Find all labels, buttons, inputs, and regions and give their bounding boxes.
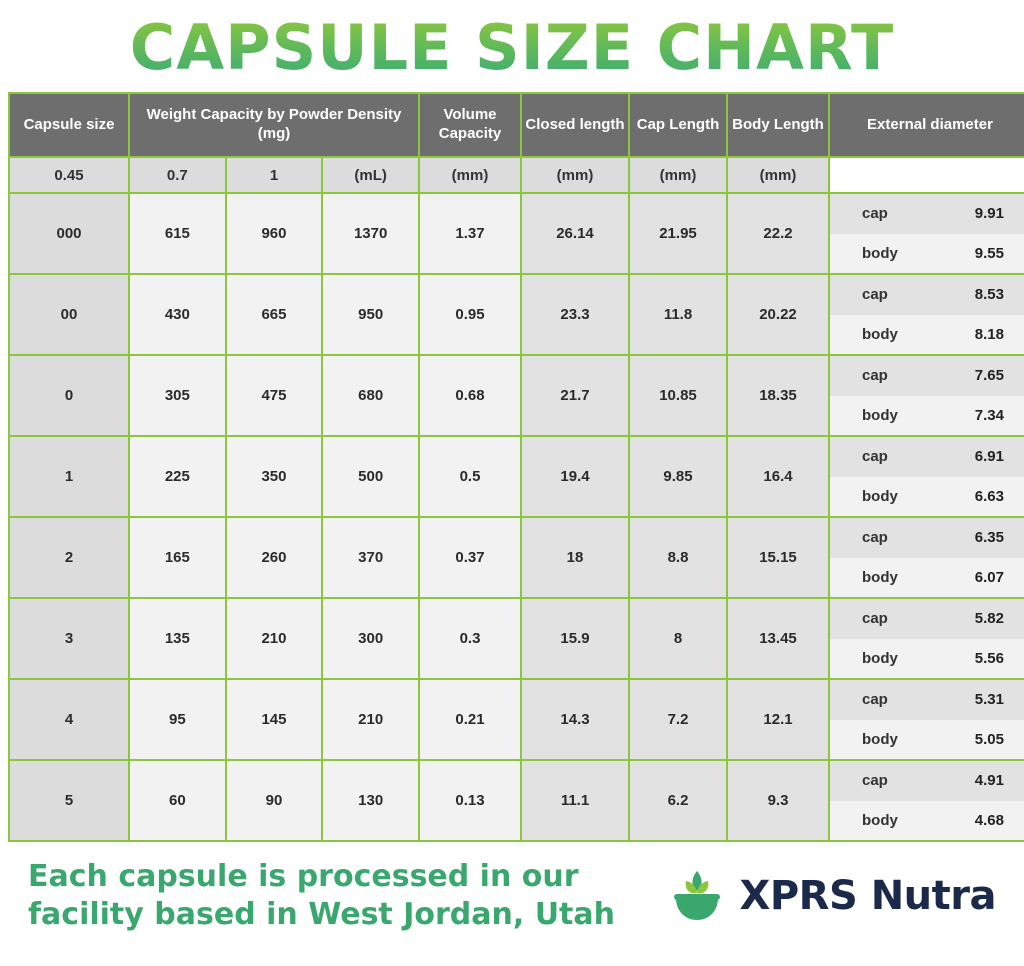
cell-cap-length: 7.2 (629, 679, 727, 760)
header-external-diameter: External diameter (829, 93, 1024, 157)
cell-volume: 0.13 (419, 760, 521, 841)
table-row (9, 436, 1024, 517)
cell-weight-07: 145 (226, 679, 323, 760)
ext-cap-line (830, 356, 1024, 396)
ext-cap-label: cap (862, 286, 888, 304)
unit-external: (mm) (727, 157, 829, 193)
brand-logo (666, 865, 996, 927)
header-volume-capacity: Volume Capacity (419, 93, 521, 157)
table-container (0, 92, 1024, 842)
cell-closed-length: 11.1 (521, 760, 629, 841)
ext-cap-line (830, 518, 1024, 558)
ext-body-value: 4.68 (974, 811, 1004, 829)
table-row (9, 355, 1024, 436)
header-cap-length: Cap Length (629, 93, 727, 157)
ext-body-label: body (862, 406, 898, 424)
cell-weight-07: 475 (226, 355, 323, 436)
cell-cap-length: 9.85 (629, 436, 727, 517)
ext-body-value: 5.56 (974, 649, 1004, 667)
cell-body-length: 22.2 (727, 193, 829, 274)
ext-cap-line (830, 599, 1024, 639)
ext-body-value: 6.63 (974, 487, 1004, 505)
cell-capsule-size: 5 (9, 760, 129, 841)
ext-cap-label: cap (862, 691, 888, 709)
table-row (9, 517, 1024, 598)
cell-cap-length: 10.85 (629, 355, 727, 436)
ext-cap-label: cap (862, 448, 888, 466)
title-banner (0, 0, 1024, 92)
cell-external-diameter (829, 193, 1024, 274)
cell-external-diameter (829, 436, 1024, 517)
ext-body-value: 7.34 (974, 406, 1004, 424)
ext-body-line (830, 477, 1024, 517)
ext-body-label: body (862, 325, 898, 343)
cell-volume: 0.37 (419, 517, 521, 598)
footer-tagline (28, 858, 615, 933)
units-row (9, 157, 1024, 193)
ext-body-label: body (862, 730, 898, 748)
cell-closed-length: 18 (521, 517, 629, 598)
capsule-size-table (8, 92, 1024, 842)
ext-cap-label: cap (862, 205, 888, 223)
cell-cap-length: 11.8 (629, 274, 727, 355)
table-header-row (9, 93, 1024, 157)
footer (0, 842, 1024, 943)
header-closed-length: Closed length (521, 93, 629, 157)
footer-tagline-line2: facility based in West Jordan, Utah (28, 896, 615, 932)
ext-body-value: 6.07 (974, 568, 1004, 586)
ext-body-line (830, 639, 1024, 679)
page-title: CAPSULE SIZE CHART (129, 11, 895, 84)
cell-external-diameter (829, 274, 1024, 355)
cell-capsule-size: 3 (9, 598, 129, 679)
cell-body-length: 20.22 (727, 274, 829, 355)
cell-weight-1: 680 (322, 355, 419, 436)
cell-weight-045: 225 (129, 436, 226, 517)
cell-volume: 0.68 (419, 355, 521, 436)
header-body-length: Body Length (727, 93, 829, 157)
ext-cap-line (830, 275, 1024, 315)
cell-volume: 1.37 (419, 193, 521, 274)
unit-volume: (mL) (322, 157, 419, 193)
table-row (9, 274, 1024, 355)
ext-body-value: 8.18 (974, 325, 1004, 343)
leaf-mortar-icon (666, 865, 728, 927)
cell-body-length: 13.45 (727, 598, 829, 679)
ext-body-label: body (862, 244, 898, 262)
table-row (9, 193, 1024, 274)
cell-weight-07: 350 (226, 436, 323, 517)
ext-body-line (830, 720, 1024, 760)
cell-capsule-size: 00 (9, 274, 129, 355)
cell-weight-1: 1370 (322, 193, 419, 274)
cell-external-diameter (829, 517, 1024, 598)
cell-weight-1: 950 (322, 274, 419, 355)
cell-weight-1: 500 (322, 436, 419, 517)
cell-weight-045: 60 (129, 760, 226, 841)
cell-capsule-size: 2 (9, 517, 129, 598)
ext-body-label: body (862, 811, 898, 829)
cell-volume: 0.21 (419, 679, 521, 760)
ext-body-value: 9.55 (974, 244, 1004, 262)
cell-weight-07: 960 (226, 193, 323, 274)
ext-cap-value: 6.91 (974, 448, 1004, 466)
cell-capsule-size: 4 (9, 679, 129, 760)
ext-body-label: body (862, 568, 898, 586)
cell-volume: 0.3 (419, 598, 521, 679)
unit-closed: (mm) (419, 157, 521, 193)
ext-cap-line (830, 437, 1024, 477)
cell-weight-07: 665 (226, 274, 323, 355)
ext-cap-value: 5.31 (974, 691, 1004, 709)
ext-cap-label: cap (862, 772, 888, 790)
brand-name: XPRS Nutra (739, 872, 996, 919)
cell-weight-1: 130 (322, 760, 419, 841)
ext-body-line (830, 558, 1024, 598)
cell-closed-length: 19.4 (521, 436, 629, 517)
cell-weight-045: 305 (129, 355, 226, 436)
unit-cap: (mm) (521, 157, 629, 193)
table-row (9, 598, 1024, 679)
table-row (9, 760, 1024, 841)
ext-cap-value: 5.82 (974, 610, 1004, 628)
ext-body-label: body (862, 649, 898, 667)
cell-weight-045: 135 (129, 598, 226, 679)
ext-cap-value: 4.91 (974, 772, 1004, 790)
unit-density-07: 0.7 (129, 157, 226, 193)
cell-cap-length: 8.8 (629, 517, 727, 598)
cell-body-length: 9.3 (727, 760, 829, 841)
table-body (9, 157, 1024, 841)
unit-density-1: 1 (226, 157, 323, 193)
cell-capsule-size: 0 (9, 355, 129, 436)
cell-weight-07: 210 (226, 598, 323, 679)
ext-body-label: body (862, 487, 898, 505)
cell-weight-1: 300 (322, 598, 419, 679)
cell-external-diameter (829, 598, 1024, 679)
ext-cap-line (830, 680, 1024, 720)
ext-cap-value: 7.65 (974, 367, 1004, 385)
cell-weight-045: 430 (129, 274, 226, 355)
ext-cap-value: 9.91 (974, 205, 1004, 223)
ext-body-line (830, 234, 1024, 274)
cell-closed-length: 21.7 (521, 355, 629, 436)
footer-tagline-line1: Each capsule is processed in our (28, 859, 579, 894)
cell-volume: 0.95 (419, 274, 521, 355)
cell-weight-1: 210 (322, 679, 419, 760)
ext-cap-line (830, 194, 1024, 234)
ext-cap-label: cap (862, 610, 888, 628)
cell-cap-length: 8 (629, 598, 727, 679)
cell-capsule-size: 1 (9, 436, 129, 517)
unit-body: (mm) (629, 157, 727, 193)
cell-external-diameter (829, 679, 1024, 760)
cell-external-diameter (829, 355, 1024, 436)
header-capsule-size: Capsule size (9, 93, 129, 157)
cell-weight-07: 260 (226, 517, 323, 598)
table-row (9, 679, 1024, 760)
cell-weight-045: 165 (129, 517, 226, 598)
cell-capsule-size: 000 (9, 193, 129, 274)
cell-volume: 0.5 (419, 436, 521, 517)
header-weight-capacity: Weight Capacity by Powder Density (mg) (129, 93, 419, 157)
ext-cap-label: cap (862, 529, 888, 547)
unit-density-045: 0.45 (9, 157, 129, 193)
cell-closed-length: 23.3 (521, 274, 629, 355)
cell-cap-length: 21.95 (629, 193, 727, 274)
cell-closed-length: 14.3 (521, 679, 629, 760)
ext-cap-label: cap (862, 367, 888, 385)
ext-cap-value: 8.53 (974, 286, 1004, 304)
cell-weight-1: 370 (322, 517, 419, 598)
cell-closed-length: 26.14 (521, 193, 629, 274)
ext-body-value: 5.05 (974, 730, 1004, 748)
ext-body-line (830, 396, 1024, 436)
ext-cap-value: 6.35 (974, 529, 1004, 547)
ext-body-line (830, 315, 1024, 355)
cell-cap-length: 6.2 (629, 760, 727, 841)
cell-closed-length: 15.9 (521, 598, 629, 679)
cell-external-diameter (829, 760, 1024, 841)
cell-body-length: 15.15 (727, 517, 829, 598)
cell-weight-045: 95 (129, 679, 226, 760)
cell-weight-045: 615 (129, 193, 226, 274)
cell-body-length: 18.35 (727, 355, 829, 436)
cell-body-length: 16.4 (727, 436, 829, 517)
cell-body-length: 12.1 (727, 679, 829, 760)
table-header (9, 93, 1024, 157)
ext-body-line (830, 801, 1024, 841)
ext-cap-line (830, 761, 1024, 801)
cell-weight-07: 90 (226, 760, 323, 841)
